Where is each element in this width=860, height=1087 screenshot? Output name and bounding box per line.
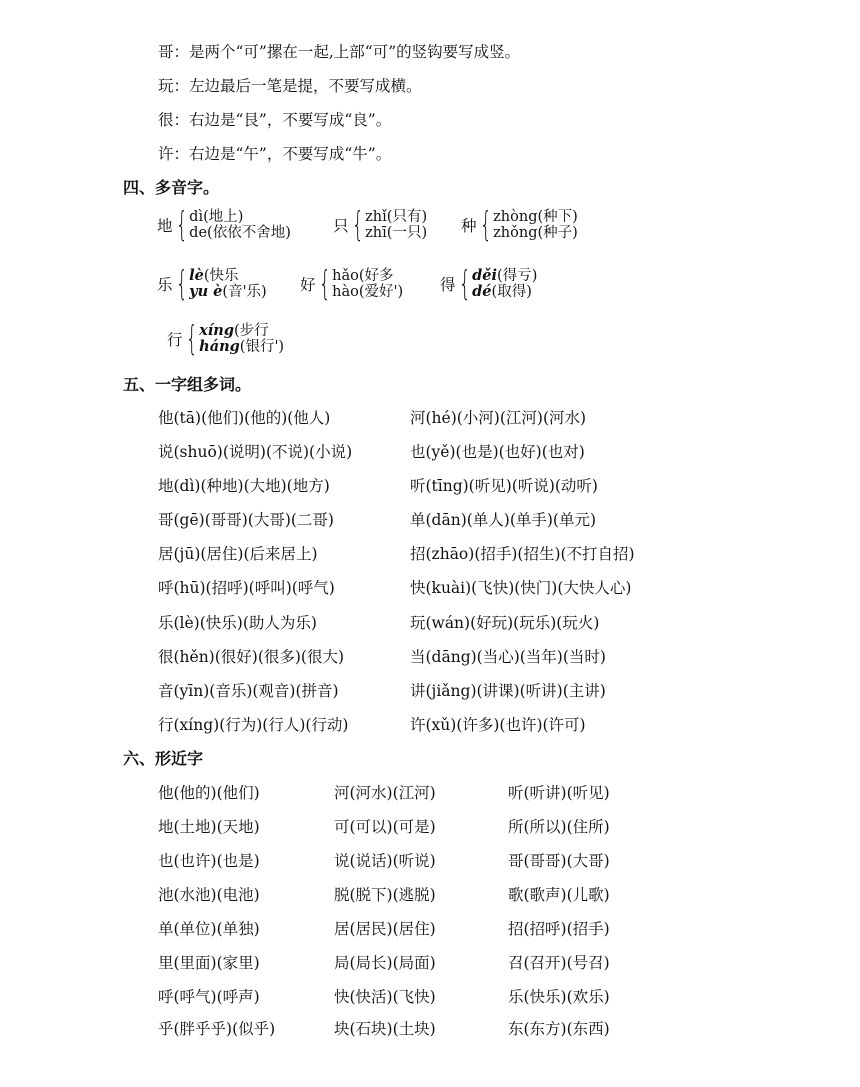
polyphonic-char: 得 [440, 276, 456, 294]
polyphonic-entry [167, 319, 285, 359]
similar-char-item: 所(所以)(住所) [508, 818, 610, 836]
similar-char-item: 哥(哥哥)(大哥) [508, 852, 610, 870]
example-word: (银行') [239, 339, 285, 355]
word-group-item: 哥(gē)(哥哥)(大哥)(二哥) [158, 511, 334, 529]
example-word: (音'乐) [222, 284, 267, 300]
example-word: (快乐 [203, 268, 239, 284]
brace-glyph: { [479, 205, 492, 245]
word-group-item: 招(zhāo)(招手)(招生)(不打自招) [410, 545, 635, 563]
polyphonic-entry [300, 264, 404, 304]
word-group-item: 讲(jiǎng)(讲课)(听讲)(主讲) [410, 682, 606, 700]
brace-glyph: { [175, 205, 188, 245]
pinyin: yu è [189, 283, 223, 300]
polyphonic-char: 乐 [157, 276, 173, 294]
word-group-item: 快(kuài)(飞快)(快门)(大快人心) [410, 579, 632, 597]
similar-char-item: 他(他的)(他们) [158, 784, 260, 802]
polyphonic-entry [440, 264, 538, 304]
example-word: (取得) [491, 284, 532, 300]
polyphonic-entry [461, 205, 578, 245]
note-line: 很：右边是“艮”，不要写成“良”。 [158, 111, 392, 129]
pinyin: děi [472, 267, 498, 284]
example-word: (只有) [386, 209, 428, 225]
example-word: (得亏) [497, 268, 538, 284]
similar-char-item: 可(可以)(可是) [334, 818, 436, 836]
word-group-item: 说(shuō)(说明)(不说)(小说) [158, 443, 353, 461]
polyphonic-entry [157, 205, 291, 245]
similar-char-item: 呼(呼气)(呼声) [158, 988, 260, 1006]
similar-char-item: 局(局长)(局面) [334, 954, 436, 972]
section-heading-polyphonic: 四、多音字。 [123, 178, 220, 197]
pinyin: zhòng [493, 209, 538, 225]
similar-char-item: 听(听讲)(听见) [508, 784, 610, 802]
word-group-item: 许(xǔ)(许多)(也许)(许可) [410, 716, 586, 734]
brace-glyph: { [318, 264, 331, 304]
example-word: (好多 [358, 268, 394, 284]
pinyin: zhǐ [365, 209, 387, 225]
word-group-item: 也(yě)(也是)(也好)(也对) [410, 443, 585, 461]
similar-char-item: 乎(胖乎乎)(似乎) [158, 1020, 276, 1038]
word-group-item: 呼(hū)(招呼)(呼叫)(呼气) [158, 579, 335, 597]
pinyin: de [189, 225, 208, 241]
brace-glyph: { [175, 264, 188, 304]
example-word: (依依不舍地) [207, 225, 291, 241]
pinyin: dé [472, 283, 492, 300]
similar-char-item: 池(水池)(电池) [158, 886, 260, 904]
similar-char-item: 乐(快乐)(欢乐) [508, 988, 610, 1006]
pinyin: zhǒng [493, 225, 538, 241]
word-group-item: 音(yīn)(音乐)(观音)(拼音) [158, 682, 339, 700]
similar-char-item: 也(也许)(也是) [158, 852, 260, 870]
word-group-item: 很(hěn)(很好)(很多)(很大) [158, 648, 345, 666]
pinyin: dì [189, 209, 204, 225]
note-line: 许：右边是“午”，不要写成“牛”。 [158, 145, 392, 163]
polyphonic-char: 地 [157, 217, 173, 235]
pinyin: zhī [365, 225, 387, 241]
example-word: (种下) [537, 209, 578, 225]
similar-char-item: 地(土地)(天地) [158, 818, 260, 836]
similar-char-item: 东(东方)(东西) [508, 1020, 610, 1038]
pinyin: háng [199, 338, 240, 355]
example-word: (地上) [203, 209, 244, 225]
pinyin: hào [332, 284, 359, 300]
brace-glyph: { [351, 205, 364, 245]
polyphonic-entry [333, 205, 428, 245]
similar-char-item: 河(河水)(江河) [334, 784, 436, 802]
similar-char-item: 说(说话)(听说) [334, 852, 436, 870]
word-group-item: 单(dān)(单人)(单手)(单元) [410, 511, 597, 529]
brace-glyph: { [458, 264, 471, 304]
section-heading-similar-chars: 六、形近字 [123, 749, 204, 768]
polyphonic-entry [157, 264, 267, 304]
similar-char-item: 快(快活)(飞快) [334, 988, 436, 1006]
brace-glyph: { [185, 319, 198, 359]
word-group-item: 当(dāng)(当心)(当年)(当时) [410, 648, 606, 666]
word-group-item: 河(hé)(小河)(江河)(河水) [410, 409, 587, 427]
similar-char-item: 歌(歌声)(儿歌) [508, 886, 610, 904]
example-word: (步行 [234, 323, 269, 339]
similar-char-item: 召(召开)(号召) [508, 954, 610, 972]
word-group-item: 乐(lè)(快乐)(助人为乐) [158, 614, 317, 632]
word-group-item: 行(xíng)(行为)(行人)(行动) [158, 716, 349, 734]
similar-char-item: 招(招呼)(招手) [508, 920, 610, 938]
example-word: (种子) [537, 225, 578, 241]
similar-char-item: 脱(脱下)(逃脱) [334, 886, 436, 904]
pinyin: xíng [199, 322, 234, 339]
word-group-item: 玩(wán)(好玩)(玩乐)(玩火) [410, 614, 600, 632]
pinyin: lè [189, 267, 204, 284]
similar-char-item: 居(居民)(居住) [334, 920, 436, 938]
example-word: (一只) [386, 225, 428, 241]
similar-char-item: 单(单位)(单独) [158, 920, 260, 938]
example-word: (爱好') [358, 284, 404, 300]
note-line: 玩：左边最后一笔是提，不要写成横。 [158, 77, 422, 95]
section-heading-one-char-words: 五、一字组多词。 [123, 375, 252, 394]
polyphonic-char: 只 [333, 217, 349, 235]
polyphonic-char: 好 [300, 276, 316, 294]
word-group-item: 他(tā)(他们)(他的)(他人) [158, 409, 331, 427]
note-line: 哥：是两个“可”摞在一起,上部“可”的竖钩要写成竖。 [158, 43, 521, 61]
word-group-item: 居(jū)(居住)(后来居上) [158, 545, 318, 563]
polyphonic-char: 种 [461, 217, 477, 235]
similar-char-item: 块(石块)(土块) [334, 1020, 436, 1038]
polyphonic-char: 行 [167, 331, 183, 349]
pinyin: hǎo [332, 268, 359, 284]
word-group-item: 地(dì)(种地)(大地)(地方) [158, 477, 330, 495]
word-group-item: 听(tīng)(听见)(听说)(动听) [410, 477, 598, 495]
similar-char-item: 里(里面)(家里) [158, 954, 260, 972]
